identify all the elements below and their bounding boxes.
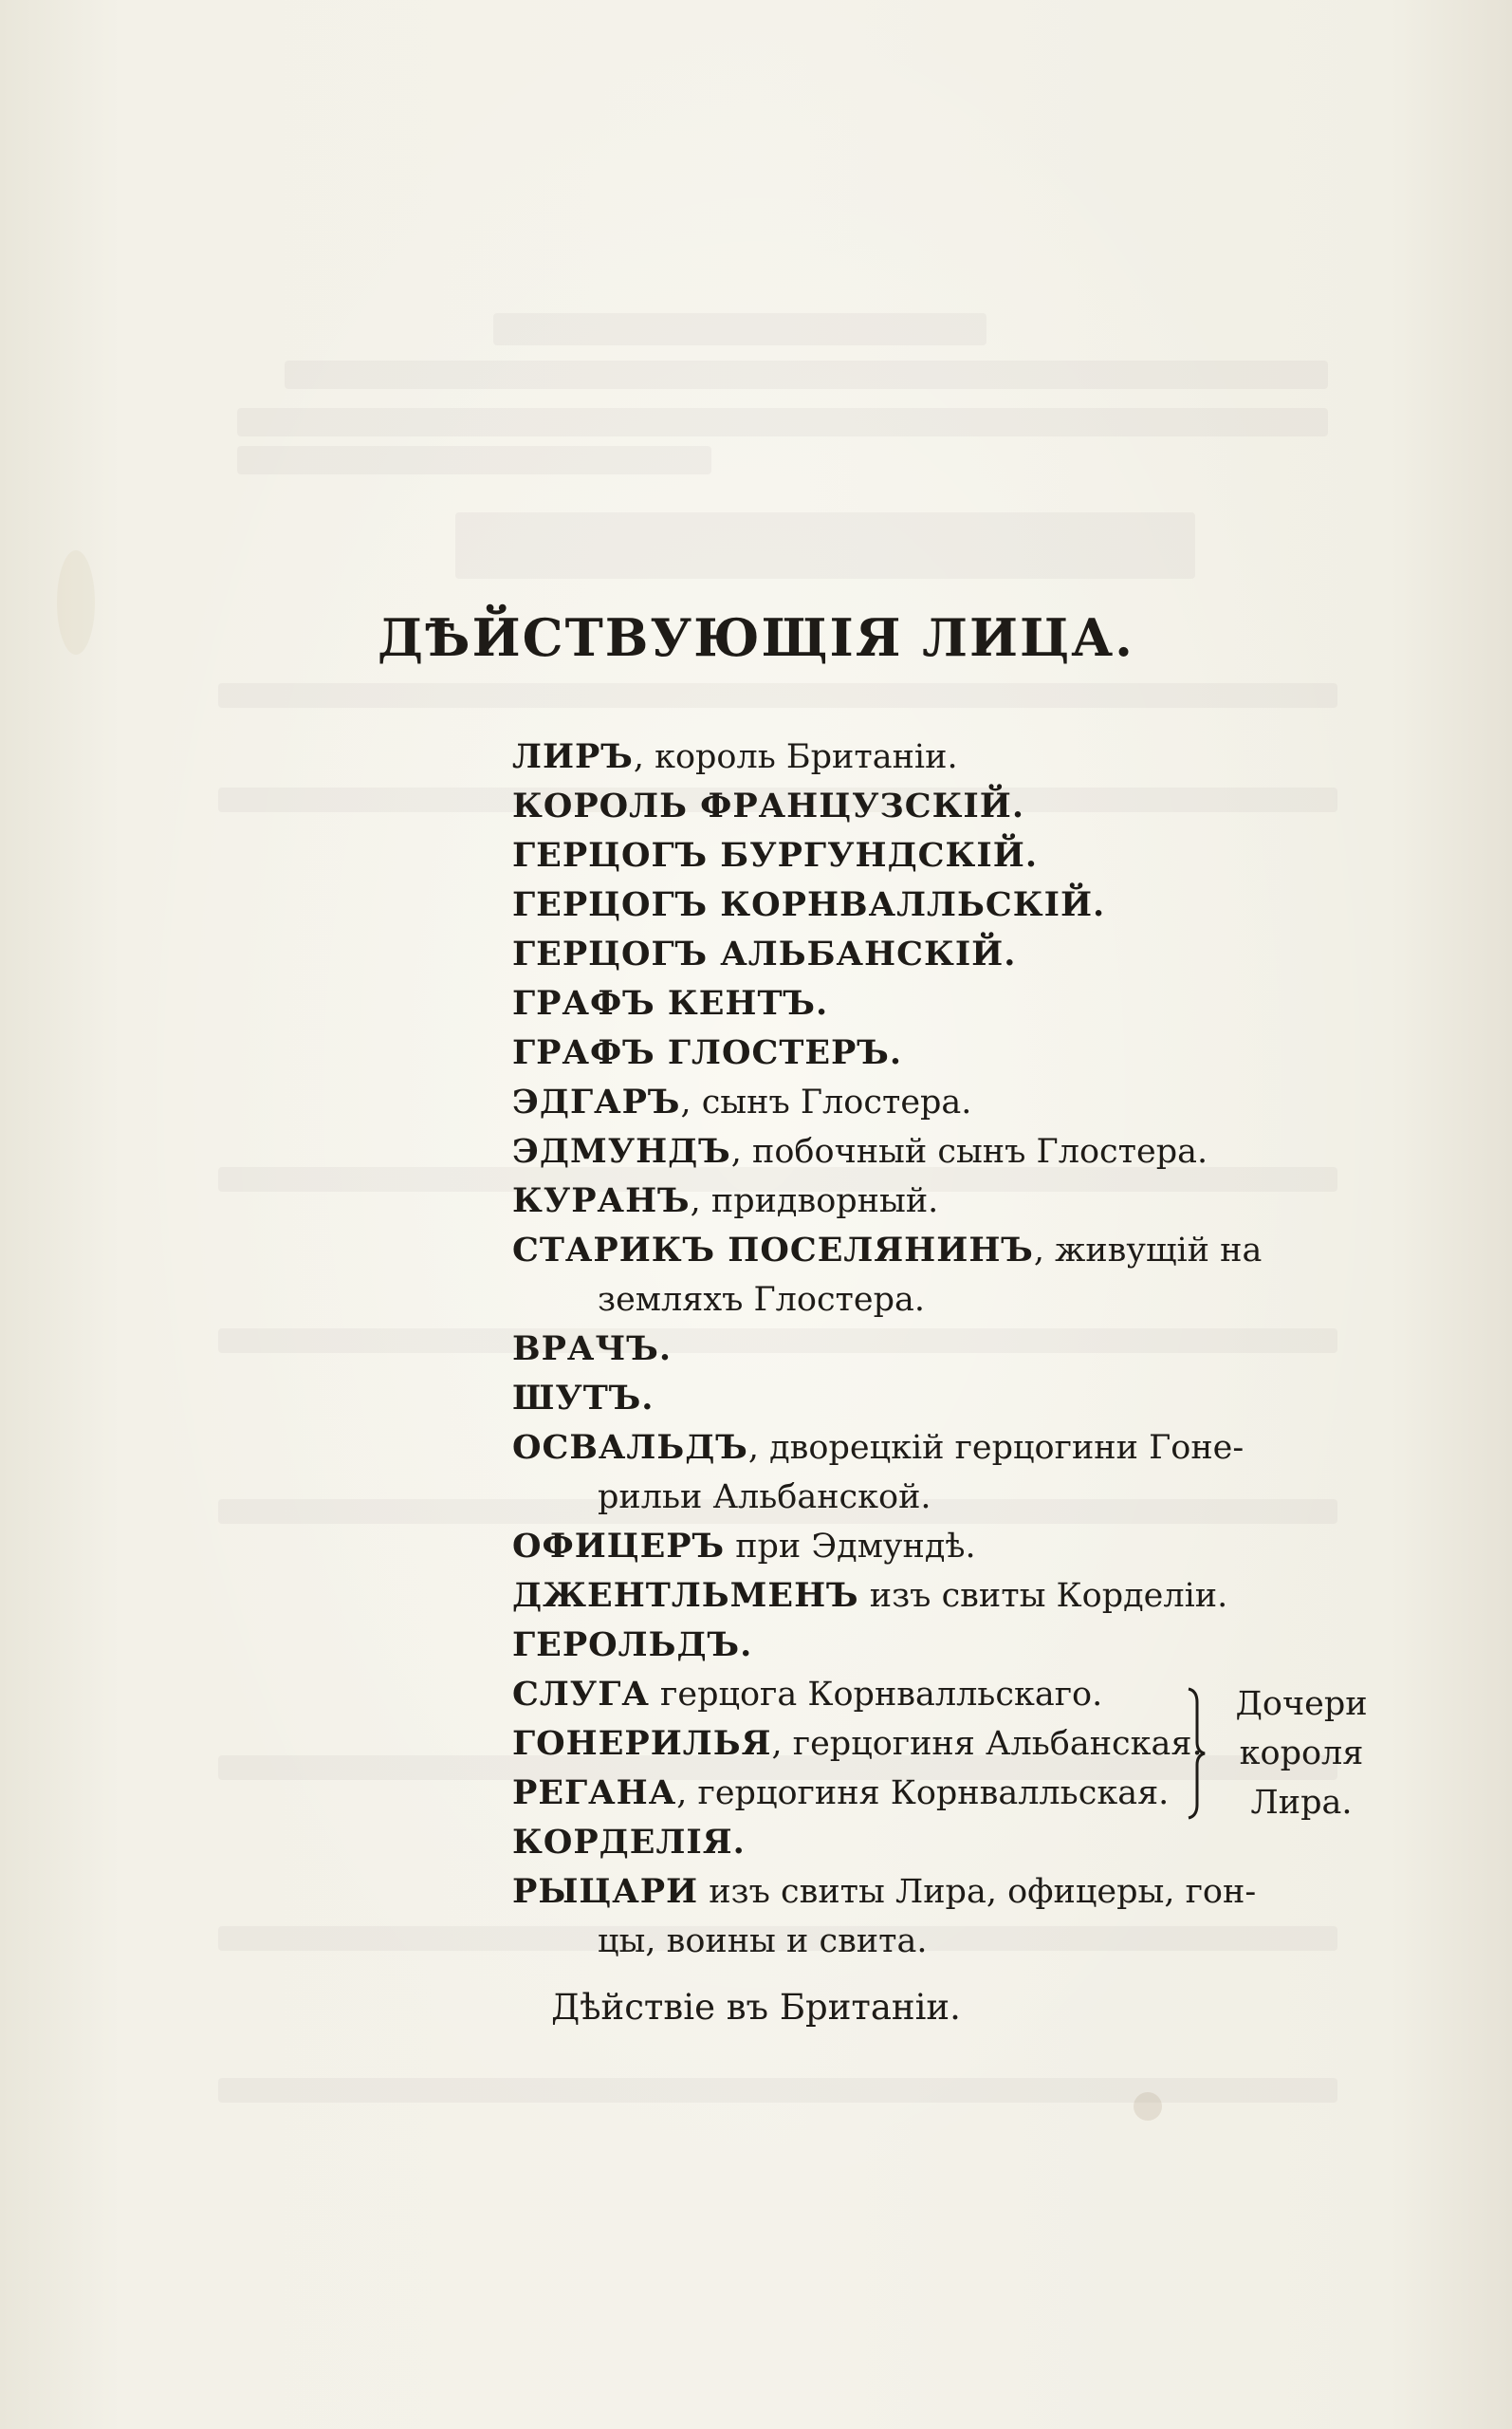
character-name: ГЕРОЛЬДЪ. bbox=[512, 1625, 753, 1664]
page-title: ДѢЙСТВУЮЩІЯ ЛИЦА. bbox=[378, 607, 1134, 668]
character-name: СТАРИКЪ ПОСЕЛЯНИНЪ bbox=[512, 1231, 1034, 1270]
character-name: ГОНЕРИЛЬЯ bbox=[512, 1724, 772, 1763]
list-item bbox=[512, 1522, 1366, 1571]
character-name: ОСВАЛЬДЪ bbox=[512, 1428, 748, 1467]
character-name: ГРАФЪ ГЛОСТЕРЪ. bbox=[512, 1033, 903, 1072]
character-name: ШУТЪ. bbox=[512, 1379, 655, 1418]
character-description: , дворецкій герцогини Гоне- bbox=[747, 1429, 1245, 1467]
list-item bbox=[512, 1226, 1366, 1275]
character-name: ГЕРЦОГЪ КОРНВАЛЛЬСКІЙ. bbox=[512, 885, 1106, 924]
character-description: герцога Корнвалльскаго. bbox=[649, 1676, 1103, 1714]
right-brace-icon bbox=[1186, 1687, 1207, 1820]
character-name: ОФИЦЕРЪ bbox=[512, 1527, 726, 1566]
paper-stain bbox=[1134, 2092, 1162, 2121]
list-item bbox=[512, 831, 1366, 881]
list-item bbox=[512, 1078, 1366, 1127]
character-name: РЕГАНА bbox=[512, 1773, 677, 1812]
list-item bbox=[512, 930, 1366, 979]
list-item bbox=[512, 1571, 1366, 1621]
daughters-note-line: Лира. bbox=[1250, 1784, 1353, 1822]
character-description: рильи Альбанской. bbox=[598, 1478, 931, 1516]
setting-line: Дѣйствіе въ Британіи. bbox=[551, 1987, 961, 2028]
character-description: изъ свиты Корделіи. bbox=[858, 1577, 1228, 1615]
paper-stain bbox=[57, 550, 95, 655]
character-description: изъ свиты Лира, офицеры, гон- bbox=[698, 1873, 1257, 1911]
character-description: , придворный. bbox=[690, 1182, 939, 1220]
character-description: , живущій на bbox=[1033, 1232, 1263, 1270]
daughters-note-line: короля bbox=[1239, 1734, 1364, 1772]
list-item bbox=[512, 1423, 1366, 1473]
list-item bbox=[512, 732, 1366, 782]
character-name: ГРАФЪ КЕНТЪ. bbox=[512, 984, 829, 1023]
list-item bbox=[512, 1127, 1366, 1177]
character-name: ЭДМУНДЪ bbox=[512, 1132, 731, 1171]
list-item bbox=[512, 782, 1366, 831]
character-name: ВРАЧЪ. bbox=[512, 1329, 673, 1368]
character-name: СЛУГА bbox=[512, 1675, 650, 1714]
character-description: , король Британіи. bbox=[633, 738, 958, 776]
list-item bbox=[512, 1177, 1366, 1226]
list-item bbox=[512, 1325, 1366, 1374]
character-description: земляхъ Глостера. bbox=[598, 1281, 926, 1319]
daughters-note-line: Дочери bbox=[1235, 1685, 1368, 1723]
character-description: , побочный сынъ Глостера. bbox=[730, 1133, 1208, 1171]
list-item bbox=[512, 1374, 1366, 1423]
character-description: , сынъ Глостера. bbox=[680, 1084, 972, 1122]
character-name: ДЖЕНТЛЬМЕНЪ bbox=[512, 1576, 859, 1615]
character-description: при Эдмундѣ. bbox=[725, 1528, 976, 1566]
list-item bbox=[512, 1867, 1366, 1917]
list-item bbox=[512, 979, 1366, 1029]
list-item bbox=[512, 1621, 1366, 1670]
character-description: , герцогиня Альбанская. bbox=[771, 1725, 1203, 1763]
character-description: , герцогиня Корнвалльская. bbox=[676, 1774, 1170, 1812]
daughters-note bbox=[1207, 1679, 1396, 1827]
character-name: КОРДЕЛІЯ. bbox=[512, 1823, 746, 1862]
character-description: цы, воины и свита. bbox=[598, 1922, 928, 1960]
list-item bbox=[512, 1029, 1366, 1078]
character-name: РЫЦАРИ bbox=[512, 1872, 699, 1911]
character-name: ГЕРЦОГЪ БУРГУНДСКІЙ. bbox=[512, 836, 1039, 875]
list-item bbox=[512, 881, 1366, 930]
character-name: ЛИРЪ bbox=[512, 737, 634, 776]
list-item-continuation bbox=[512, 1275, 1366, 1325]
list-item-continuation bbox=[512, 1473, 1366, 1522]
character-name: КОРОЛЬ ФРАНЦУЗСКІЙ. bbox=[512, 787, 1025, 825]
character-name: КУРАНЪ bbox=[512, 1181, 691, 1220]
character-name: ЭДГАРЪ bbox=[512, 1083, 681, 1122]
list-item-continuation bbox=[512, 1917, 1366, 1966]
character-name: ГЕРЦОГЪ АЛЬБАНСКІЙ. bbox=[512, 935, 1017, 973]
